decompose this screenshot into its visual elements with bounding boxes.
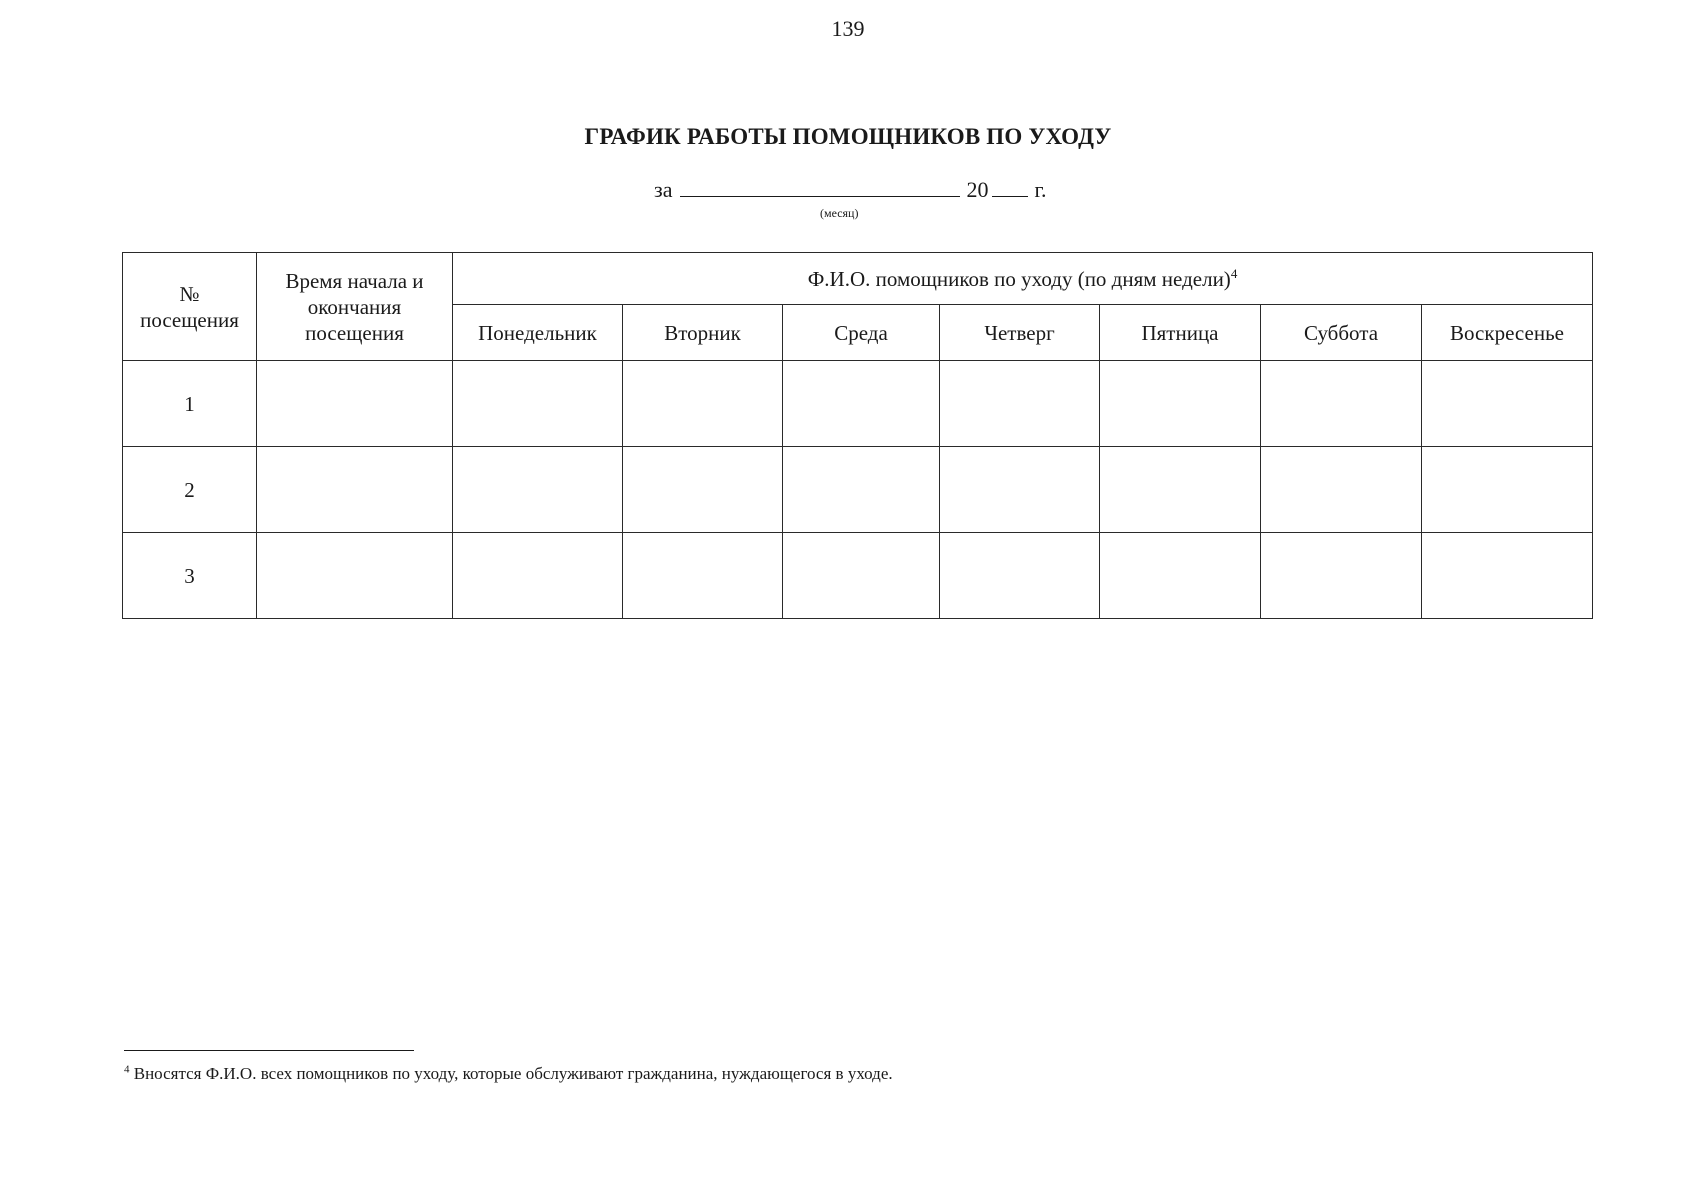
month-blank-field[interactable] — [680, 178, 960, 197]
table-header-row — [123, 253, 1593, 305]
header-assistants-group: Ф.И.О. помощников по уходу (по дням недели)$^4$ — [453, 253, 1593, 305]
header-day: Воскресенье — [1422, 305, 1593, 361]
footnote-marker: 4 — [124, 1063, 130, 1076]
assistant-name-cell[interactable] — [623, 361, 783, 447]
assistant-name-cell[interactable] — [1261, 361, 1422, 447]
assistant-name-cell[interactable] — [940, 533, 1100, 619]
schedule-table — [122, 252, 1593, 619]
visit-time-cell[interactable] — [257, 533, 453, 619]
assistant-name-cell[interactable] — [940, 447, 1100, 533]
assistant-name-cell[interactable] — [1422, 361, 1593, 447]
assistant-name-cell[interactable] — [1261, 533, 1422, 619]
month-caption: (месяц) — [820, 206, 859, 220]
assistant-name-cell[interactable] — [1100, 533, 1261, 619]
year-prefix: 20 — [966, 177, 989, 202]
visit-number-cell: 3 — [123, 533, 257, 619]
assistant-name-cell[interactable] — [783, 361, 940, 447]
assistant-name-cell[interactable] — [1422, 447, 1593, 533]
assistant-name-cell[interactable] — [453, 361, 623, 447]
visit-number-cell: 1 — [123, 361, 257, 447]
period-suffix: г. — [1034, 177, 1047, 202]
assistant-name-cell[interactable] — [940, 361, 1100, 447]
assistant-name-cell[interactable] — [453, 447, 623, 533]
assistant-name-cell[interactable] — [1422, 533, 1593, 619]
visit-time-cell[interactable] — [257, 361, 453, 447]
period-prefix: за — [654, 177, 673, 202]
assistant-name-cell[interactable] — [623, 533, 783, 619]
assistant-name-cell[interactable] — [1100, 361, 1261, 447]
footnote — [124, 1064, 893, 1084]
page-number: 139 — [831, 16, 865, 41]
document-title: ГРАФИК РАБОТЫ ПОМОЩНИКОВ ПО УХОДУ — [584, 124, 1112, 149]
footnote-divider — [124, 1050, 414, 1051]
assistant-name-cell[interactable] — [783, 533, 940, 619]
header-day: Среда — [783, 305, 940, 361]
assistant-name-cell[interactable] — [1100, 447, 1261, 533]
header-day: Пятница — [1100, 305, 1261, 361]
visit-number-cell: 2 — [123, 447, 257, 533]
table-row — [123, 447, 1593, 533]
assistant-name-cell[interactable] — [1261, 447, 1422, 533]
header-visit-time: Время начала и окончания посещения — [257, 253, 453, 361]
header-day: Четверг — [940, 305, 1100, 361]
assistant-name-cell[interactable] — [453, 533, 623, 619]
table-row — [123, 533, 1593, 619]
header-day: Понедельник — [453, 305, 623, 361]
period-line — [654, 177, 1047, 203]
header-day: Суббота — [1261, 305, 1422, 361]
footnote-text: Вносятся Ф.И.О. всех помощников по уходу, которые обслуживают гражданина, нуждающегося в уходе. — [133, 1064, 893, 1083]
assistant-name-cell[interactable] — [623, 447, 783, 533]
header-day: Вторник — [623, 305, 783, 361]
assistant-name-cell[interactable] — [783, 447, 940, 533]
year-blank-field[interactable] — [992, 178, 1028, 197]
table-row — [123, 361, 1593, 447]
header-visit-number: № посещения — [123, 253, 257, 361]
footnote-reference: 4 — [1230, 265, 1238, 281]
visit-time-cell[interactable] — [257, 447, 453, 533]
